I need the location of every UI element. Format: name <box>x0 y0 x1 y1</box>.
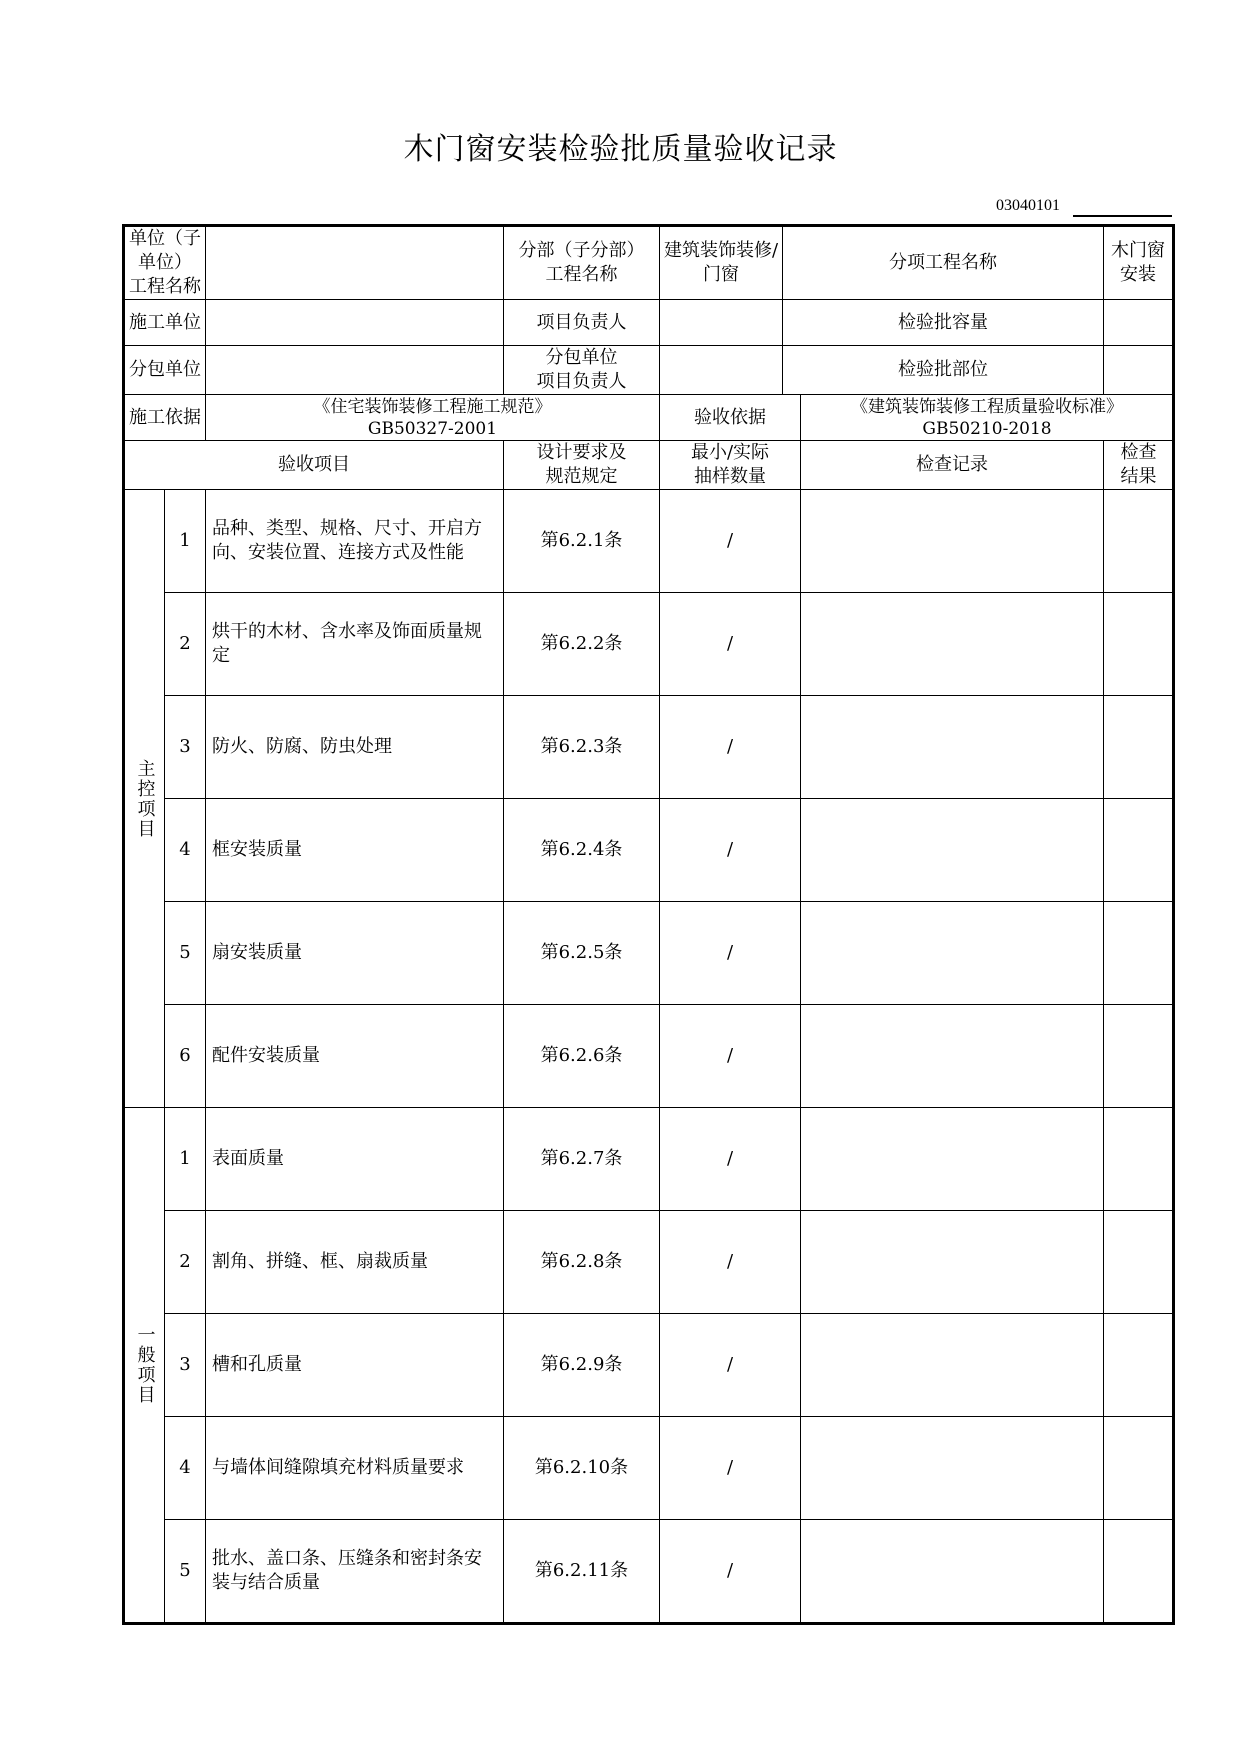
col-design: 设计要求及 规范规定 <box>504 441 660 490</box>
sub-pm-label: 分包单位 项目负责人 <box>504 346 660 395</box>
capacity-value[interactable] <box>1104 300 1174 346</box>
item-clause: 第6.2.6条 <box>504 1005 660 1108</box>
item-record[interactable] <box>801 1520 1104 1624</box>
acceptance-value: 《建筑装饰装修工程质量验收标准》 GB50210-2018 <box>801 395 1174 441</box>
item-no: 1 <box>165 1108 206 1211</box>
item-no: 4 <box>165 1417 206 1520</box>
item-name: 槽和孔质量 <box>206 1314 504 1417</box>
contractor-value[interactable] <box>206 300 504 346</box>
item-sample[interactable]: / <box>660 799 801 902</box>
item-name: 框安装质量 <box>206 799 504 902</box>
item-result[interactable] <box>1104 1005 1174 1108</box>
item-clause: 第6.2.10条 <box>504 1417 660 1520</box>
item-record[interactable] <box>801 1417 1104 1520</box>
division-label: 分部（子分部） 工程名称 <box>504 226 660 300</box>
col-record: 检查记录 <box>801 441 1104 490</box>
item-record[interactable] <box>801 902 1104 1005</box>
page-title: 木门窗安装检验批质量验收记录 <box>403 132 838 167</box>
unit-label: 单位（子单位） 工程名称 <box>124 226 206 300</box>
item-record[interactable] <box>801 1211 1104 1314</box>
item-sample[interactable]: / <box>660 490 801 593</box>
item-sample[interactable]: / <box>660 1314 801 1417</box>
item-result[interactable] <box>1104 490 1174 593</box>
item-no: 3 <box>165 1314 206 1417</box>
item-name: 与墙体间缝隙填充材料质量要求 <box>206 1417 504 1520</box>
col-result: 检查 结果 <box>1104 441 1174 490</box>
item-record[interactable] <box>801 696 1104 799</box>
item-no: 5 <box>165 1520 206 1624</box>
division-value[interactable]: 建筑装饰装修/ 门窗 <box>660 226 783 300</box>
item-result[interactable] <box>1104 1520 1174 1624</box>
item-sample[interactable]: / <box>660 696 801 799</box>
item-clause: 第6.2.3条 <box>504 696 660 799</box>
col-item: 验收项目 <box>124 441 504 490</box>
inspection-table <box>122 224 1175 1625</box>
location-label: 检验批部位 <box>783 346 1104 395</box>
item-name: 配件安装质量 <box>206 1005 504 1108</box>
basis-value: 《住宅装饰装修工程施工规范》 GB50327-2001 <box>206 395 660 441</box>
item-sample[interactable]: / <box>660 1005 801 1108</box>
item-result[interactable] <box>1104 902 1174 1005</box>
form-code: 03040101 <box>996 197 1060 214</box>
item-name: 扇安装质量 <box>206 902 504 1005</box>
contractor-label: 施工单位 <box>124 300 206 346</box>
item-no: 2 <box>165 593 206 696</box>
item-sample[interactable]: / <box>660 1520 801 1624</box>
item-no: 5 <box>165 902 206 1005</box>
item-clause: 第6.2.5条 <box>504 902 660 1005</box>
item-clause: 第6.2.2条 <box>504 593 660 696</box>
item-clause: 第6.2.9条 <box>504 1314 660 1417</box>
item-result[interactable] <box>1104 1417 1174 1520</box>
item-clause: 第6.2.8条 <box>504 1211 660 1314</box>
general_group-label: 一般项目 <box>124 1108 165 1624</box>
item-record[interactable] <box>801 1314 1104 1417</box>
item-record[interactable] <box>801 1005 1104 1108</box>
basis-label: 施工依据 <box>124 395 206 441</box>
item-sample[interactable]: / <box>660 1108 801 1211</box>
item-name: 防火、防腐、防虫处理 <box>206 696 504 799</box>
item-record[interactable] <box>801 593 1104 696</box>
item-result[interactable] <box>1104 593 1174 696</box>
subitem-label: 分项工程名称 <box>783 226 1104 300</box>
item-record[interactable] <box>801 799 1104 902</box>
item-result[interactable] <box>1104 696 1174 799</box>
item-no: 1 <box>165 490 206 593</box>
subcontractor-value[interactable] <box>206 346 504 395</box>
main_group-label: 主控项目 <box>124 490 165 1108</box>
item-name: 品种、类型、规格、尺寸、开启方向、安装位置、连接方式及性能 <box>206 490 504 593</box>
item-name: 割角、拼缝、框、扇裁质量 <box>206 1211 504 1314</box>
item-no: 4 <box>165 799 206 902</box>
item-no: 3 <box>165 696 206 799</box>
item-clause: 第6.2.11条 <box>504 1520 660 1624</box>
sub-pm-value[interactable] <box>660 346 783 395</box>
item-sample[interactable]: / <box>660 1417 801 1520</box>
item-clause: 第6.2.7条 <box>504 1108 660 1211</box>
item-record[interactable] <box>801 490 1104 593</box>
pm-label: 项目负责人 <box>504 300 660 346</box>
item-sample[interactable]: / <box>660 593 801 696</box>
item-name: 表面质量 <box>206 1108 504 1211</box>
item-sample[interactable]: / <box>660 1211 801 1314</box>
item-result[interactable] <box>1104 799 1174 902</box>
location-value[interactable] <box>1104 346 1174 395</box>
item-clause: 第6.2.1条 <box>504 490 660 593</box>
item-name: 烘干的木材、含水率及饰面质量规定 <box>206 593 504 696</box>
subcontractor-label: 分包单位 <box>124 346 206 395</box>
item-sample[interactable]: / <box>660 902 801 1005</box>
col-sample: 最小/实际 抽样数量 <box>660 441 801 490</box>
acceptance-label: 验收依据 <box>660 395 801 441</box>
unit-value[interactable] <box>206 226 504 300</box>
code-underline <box>1073 215 1172 217</box>
item-no: 6 <box>165 1005 206 1108</box>
item-result[interactable] <box>1104 1108 1174 1211</box>
item-result[interactable] <box>1104 1211 1174 1314</box>
subitem-value[interactable]: 木门窗安装 <box>1104 226 1174 300</box>
pm-value[interactable] <box>660 300 783 346</box>
item-name: 批水、盖口条、压缝条和密封条安装与结合质量 <box>206 1520 504 1624</box>
item-result[interactable] <box>1104 1314 1174 1417</box>
item-record[interactable] <box>801 1108 1104 1211</box>
item-clause: 第6.2.4条 <box>504 799 660 902</box>
capacity-label: 检验批容量 <box>783 300 1104 346</box>
item-no: 2 <box>165 1211 206 1314</box>
